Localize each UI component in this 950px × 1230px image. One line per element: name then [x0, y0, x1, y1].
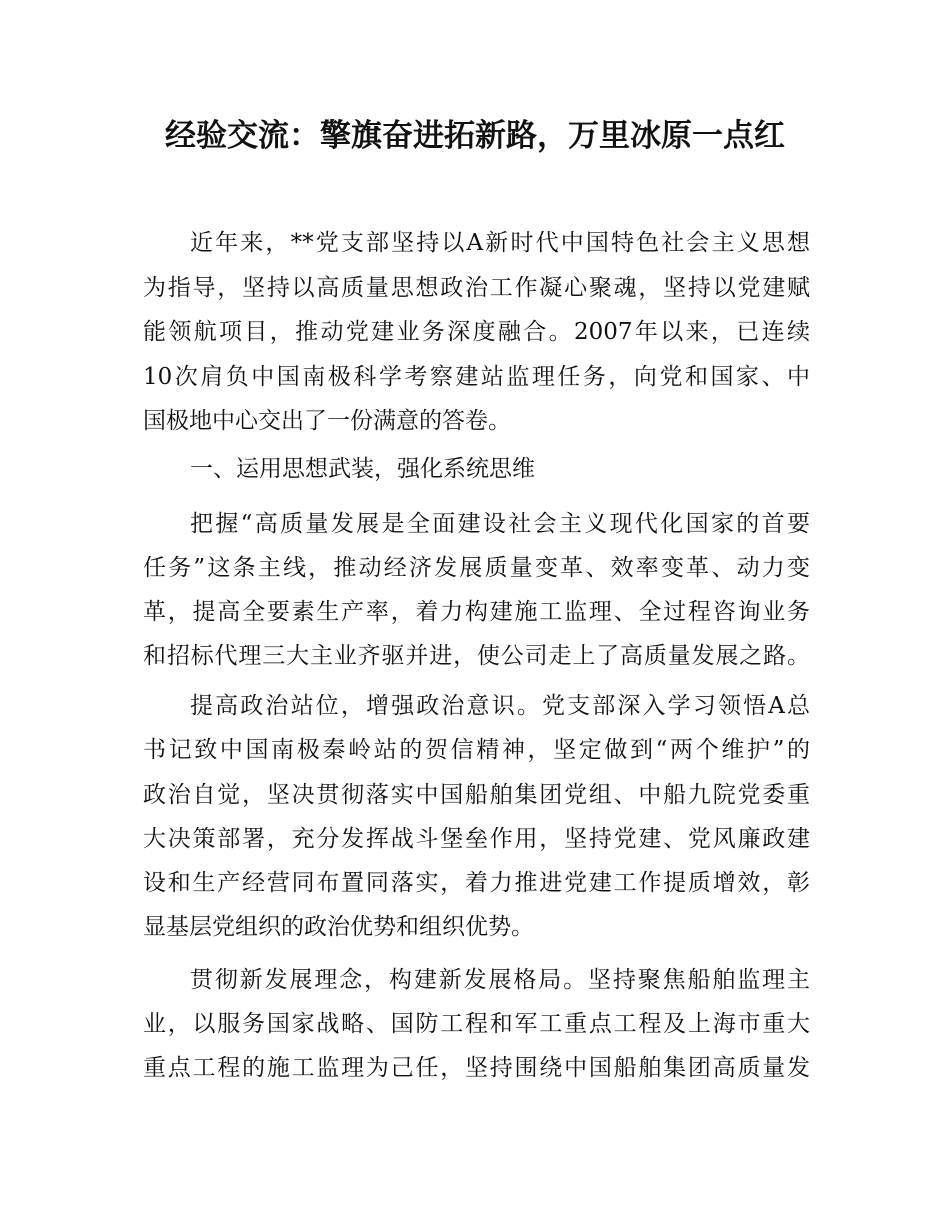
paragraph-line: 为指导，坚持以高质量思想政治工作凝心聚魂，坚持以党建赋	[143, 275, 810, 301]
paragraph-line: 业，以服务国家战略、国防工程和军工重点工程及上海市重大	[143, 1011, 810, 1037]
paragraph-line: 政治自觉，坚决贯彻落实中国船舶集团党组、中船九院党委重	[143, 782, 810, 808]
paragraph-line: 大决策部署，充分发挥战斗堡垒作用，坚持党建、党风廉政建	[143, 826, 810, 852]
paragraph-line: 和招标代理三大主业齐驱并进，使公司走上了高质量发展之路。	[143, 643, 810, 669]
paragraph-line: 任务”这条主线，推动经济发展质量变革、效率变革、动力变	[143, 555, 810, 581]
paragraph-line: 近年来，**党支部坚持以A新时代中国特色社会主义思想	[190, 230, 810, 256]
paragraph-line: 贯彻新发展理念，构建新发展格局。坚持聚焦船舶监理主	[190, 967, 810, 993]
document-title: 经验交流：擎旗奋进拓新路，万里冰原一点红	[165, 118, 785, 154]
paragraph-line: 显基层党组织的政治优势和组织优势。	[143, 914, 534, 940]
paragraph-line: 提高政治站位，增强政治意识。党支部深入学习领悟A总	[190, 693, 810, 719]
paragraph-line: 书记致中国南极秦岭站的贺信精神，坚定做到“两个维护”的	[143, 737, 810, 763]
paragraph-line: 革，提高全要素生产率，着力构建施工监理、全过程咨询业务	[143, 599, 810, 625]
paragraph-line: 重点工程的施工监理为己任，坚持围绕中国船舶集团高质量发	[143, 1055, 810, 1081]
paragraph-line: 能领航项目，推动党建业务深度融合。2007年以来，已连续	[143, 319, 810, 345]
paragraph-line: 国极地中心交出了一份满意的答卷。	[143, 408, 511, 434]
paragraph-line: 10次肩负中国南极科学考察建站监理任务，向党和国家、中	[143, 364, 810, 390]
paragraph-line: 设和生产经营同布置同落实，着力推进党建工作提质增效，彰	[143, 870, 810, 896]
section-heading: 一、运用思想武装，强化系统思维	[190, 456, 535, 482]
paragraph-line: 把握“高质量发展是全面建设社会主义现代化国家的首要	[190, 511, 810, 537]
